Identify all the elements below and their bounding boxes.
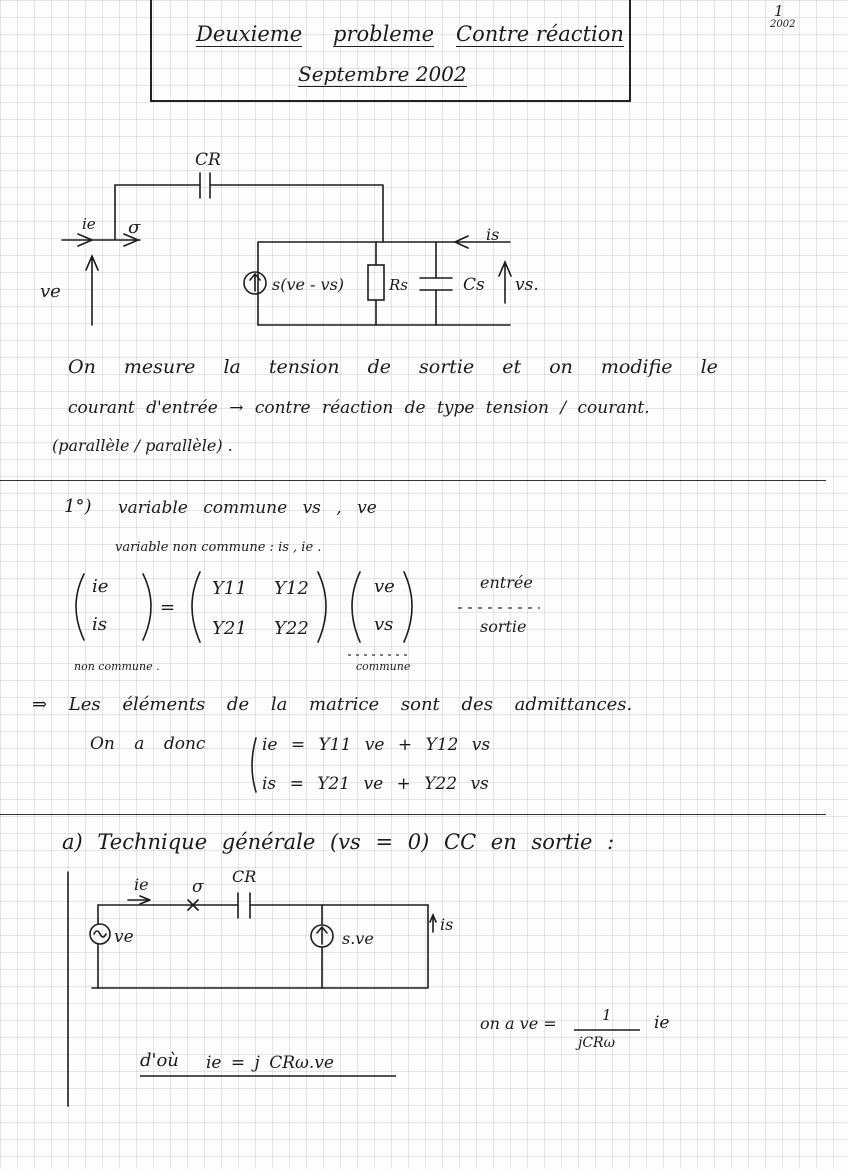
equation-1: ie = Y11 ve + Y12 vs bbox=[262, 735, 491, 755]
dou-equation: ie = j CRω.ve bbox=[206, 1053, 334, 1073]
equation-2: is = Y21 ve + Y22 vs bbox=[262, 774, 489, 794]
label-non-commune: non commune . bbox=[74, 660, 160, 673]
label-sigma: σ bbox=[128, 217, 141, 238]
intro-line-1: On mesure la tension de sortie et on modifie le bbox=[68, 356, 718, 378]
label-rs: Rs bbox=[389, 276, 408, 294]
label-vs: vs. bbox=[515, 275, 539, 295]
matrix-right-1: ve bbox=[374, 576, 395, 597]
page-year: 2002 bbox=[770, 19, 796, 30]
intro-line-2: courant d'entrée → contre réaction de type tension / courant. bbox=[68, 398, 650, 418]
label-commune: commune bbox=[356, 660, 411, 673]
matrix-equals: = bbox=[160, 597, 176, 618]
ac-wave bbox=[94, 931, 106, 937]
intro-line-3: (parallèle / parallèle) . bbox=[52, 436, 233, 455]
on-a-donc: On a donc bbox=[90, 734, 206, 754]
result-left: on a ve = bbox=[480, 1014, 557, 1033]
src-arrow bbox=[317, 927, 327, 944]
matrix-left-1: ie bbox=[92, 576, 109, 597]
section-1-number: 1°) bbox=[64, 496, 92, 517]
y11: Y11 bbox=[212, 578, 247, 599]
title-word-3: Contre réaction bbox=[456, 22, 624, 46]
c2-label-src: s.ve bbox=[342, 929, 374, 948]
y22: Y22 bbox=[274, 618, 309, 639]
matrix-right-2: vs bbox=[374, 614, 394, 635]
c2-label-sigma: σ bbox=[192, 877, 204, 897]
bottom-wire bbox=[92, 905, 428, 988]
fraction-numerator: 1 bbox=[602, 1006, 612, 1024]
is-arrow-2 bbox=[430, 915, 436, 932]
matrix-left-2: is bbox=[92, 614, 107, 635]
label-ie: ie bbox=[82, 215, 96, 233]
conclusion-line: ⇒ Les éléments de la matrice sont des admittances. bbox=[32, 694, 633, 715]
section-2-heading: a) Technique générale (vs = 0) CC en sortie : bbox=[62, 830, 615, 854]
ie-arrow-2 bbox=[128, 896, 150, 904]
label-entree: entrée bbox=[480, 573, 533, 592]
section-1-non-common: variable non commune : is , ie . bbox=[115, 540, 322, 555]
label-cs: Cs bbox=[463, 275, 485, 295]
label-ve: ve bbox=[40, 281, 61, 302]
c2-label-ie: ie bbox=[134, 875, 149, 894]
label-cr: CR bbox=[195, 150, 221, 170]
label-source: s(ve - vs) bbox=[272, 275, 345, 294]
cr-capacitor-2 bbox=[238, 893, 250, 918]
page-number: 1 bbox=[774, 2, 784, 20]
section-1-common: variable commune vs , ve bbox=[118, 498, 377, 518]
c2-label-is: is bbox=[440, 915, 454, 934]
dou-label: d'où bbox=[140, 1050, 179, 1071]
result-right: ie bbox=[654, 1013, 670, 1033]
y12: Y12 bbox=[274, 578, 309, 599]
title-word-2: probleme bbox=[333, 22, 435, 46]
title-date: Septembre 2002 bbox=[298, 62, 467, 86]
y21: Y21 bbox=[212, 618, 247, 639]
c2-label-ve: ve bbox=[114, 927, 134, 947]
title-word-1: Deuxieme bbox=[196, 22, 303, 46]
label-is: is bbox=[486, 225, 500, 244]
fraction-denominator: jCRω bbox=[578, 1035, 616, 1051]
label-sortie: sortie bbox=[480, 617, 527, 636]
c2-label-cr: CR bbox=[232, 867, 257, 886]
